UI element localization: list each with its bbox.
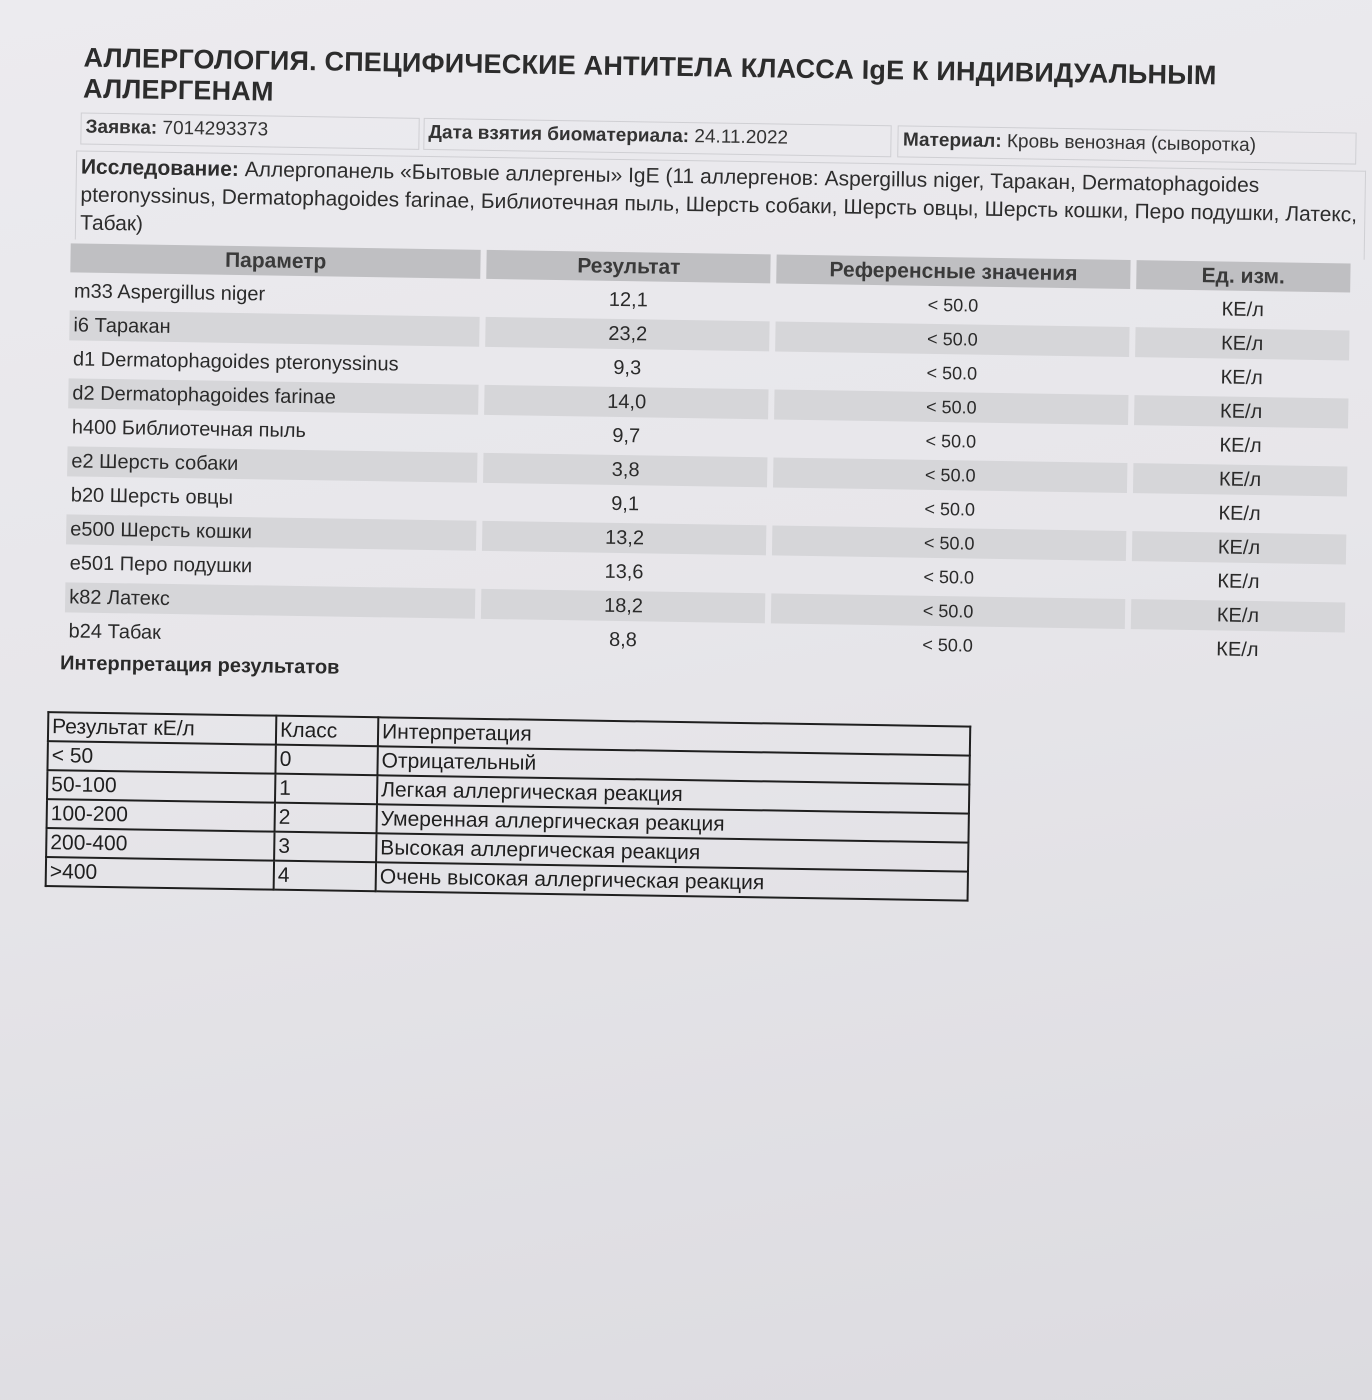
material-value: Кровь венозная (сыворотка) (1006, 131, 1257, 156)
header-reference: Референсные значения (777, 254, 1131, 289)
date-cell (423, 118, 892, 157)
result-param: e2 Шерсть собаки (67, 446, 478, 482)
result-ref: < 50.0 (923, 566, 975, 588)
result-ref: < 50.0 (922, 634, 974, 656)
order-label: Заявка: (85, 116, 158, 139)
header-parameter: Параметр (70, 243, 481, 278)
interp-range: >400 (46, 857, 274, 890)
lab-report (35, 36, 1366, 908)
result-unit: КЕ/л (1132, 531, 1347, 564)
result-param: d2 Dermatophagoides farinae (68, 378, 479, 414)
interp-class: 1 (275, 774, 377, 805)
result-ref: < 50.0 (771, 593, 1125, 629)
result-param: e501 Перо подушки (69, 551, 253, 577)
result-unit: КЕ/л (1219, 433, 1262, 457)
order-value: 7014293373 (162, 117, 269, 141)
result-param: h400 Библиотечная пыль (71, 415, 307, 442)
result-value: 23,2 (486, 317, 770, 351)
result-unit: КЕ/л (1131, 599, 1346, 632)
result-param: m33 Aspergillus niger (73, 279, 266, 305)
material-label: Материал: (902, 129, 1002, 152)
result-ref: < 50.0 (926, 362, 978, 384)
interpretation-table (45, 711, 972, 901)
result-value: 13,2 (482, 521, 766, 555)
result-ref: < 50.0 (773, 457, 1127, 493)
result-value: 14,0 (485, 385, 769, 419)
result-ref: < 50.0 (925, 430, 977, 452)
result-value: 12,1 (608, 288, 648, 311)
result-unit: КЕ/л (1217, 569, 1260, 593)
result-unit: КЕ/л (1216, 637, 1259, 661)
result-param: e500 Шерсть кошки (66, 514, 477, 550)
result-ref: < 50.0 (924, 498, 976, 520)
interp-text: Отрицательный (377, 746, 969, 784)
interp-text: Очень высокая аллергическая реакция (376, 862, 968, 900)
result-value: 13,6 (604, 560, 644, 583)
interp-text: Умеренная аллергическая реакция (377, 804, 969, 842)
study-text: Аллергопанель «Бытовые аллергены» IgE (11 аллергенов: Aspergillus niger, Таракан, Dermatophagoides pteronyssinus, Dermatophagoides farinae, Библиотечная пыль, Шерсть собаки, Шерсть овцы, Шерсть кошки, Перо подушки, Латекс, Табак) (79, 158, 1358, 236)
result-unit: КЕ/л (1134, 395, 1349, 428)
date-value: 24.11.2022 (694, 126, 789, 149)
interp-class: 4 (274, 861, 376, 892)
result-param: d1 Dermatophagoides pteronyssinus (72, 347, 399, 376)
header-unit: Ед. изм. (1136, 260, 1351, 292)
interp-header-text: Интерпретация (378, 717, 970, 755)
result-param: i6 Таракан (69, 310, 480, 346)
result-unit: КЕ/л (1135, 327, 1350, 360)
interpretation-title: Интерпретация результатов (59, 652, 340, 679)
result-unit: КЕ/л (1133, 463, 1348, 496)
interp-class: 3 (274, 832, 376, 863)
result-value: 8,8 (608, 628, 638, 651)
result-value: 18,2 (481, 589, 765, 623)
interp-range: < 50 (47, 741, 275, 774)
interp-text: Легкая аллергическая реакция (377, 775, 969, 813)
interp-range: 50-100 (47, 770, 275, 803)
interp-header-range: Результат кЕ/л (48, 712, 276, 745)
result-param: k82 Латекс (65, 582, 476, 618)
report-title: АЛЛЕРГОЛОГИЯ. СПЕЦИФИЧЕСКИЕ АНТИТЕЛА КЛАССА IgE К ИНДИВИДУАЛЬНЫМ АЛЛЕРГЕНАМ (82, 42, 1217, 107)
result-param: b20 Шерсть овцы (70, 483, 234, 509)
result-ref: < 50.0 (774, 389, 1128, 425)
result-ref: < 50.0 (772, 525, 1126, 561)
interp-class: 2 (275, 803, 377, 834)
result-value: 3,8 (483, 453, 767, 487)
result-value: 9,7 (612, 424, 641, 447)
interp-class: 0 (275, 745, 377, 776)
result-param: b24 Табак (68, 619, 162, 644)
result-unit: КЕ/л (1221, 297, 1265, 321)
result-value: 9,1 (611, 492, 640, 515)
date-label: Дата взятия биоматериала: (428, 121, 690, 148)
result-unit: КЕ/л (1218, 501, 1261, 525)
study-label: Исследование: (80, 155, 240, 182)
results-table (58, 239, 1356, 670)
result-value: 9,3 (613, 356, 642, 379)
result-unit: КЕ/л (1220, 365, 1263, 389)
interp-range: 200-400 (46, 828, 274, 861)
header-result: Результат (487, 250, 771, 283)
order-cell (80, 113, 419, 150)
result-ref: < 50.0 (776, 321, 1130, 357)
result-ref: < 50.0 (927, 294, 979, 316)
material-cell (898, 125, 1357, 164)
interp-range: 100-200 (47, 799, 275, 832)
interp-text: Высокая аллергическая реакция (376, 833, 968, 871)
interp-header-class: Класс (276, 716, 378, 747)
